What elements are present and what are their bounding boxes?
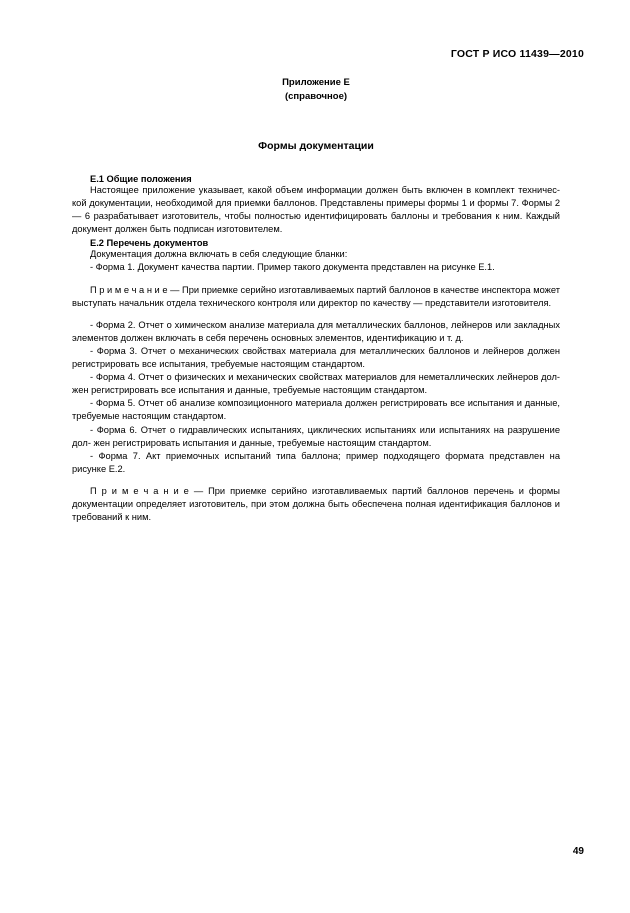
standard-reference-header: ГОСТ Р ИСО 11439—2010 <box>450 48 584 60</box>
annex-subtitle: (справочное) <box>284 91 348 102</box>
paragraph-form-6: - Форма 6. Отчет о гидравлических испытаниях, циклических испытаниях или испытаниях на разрушение дол- жен регистрировать испытания и данные, требуемые настоящим стандартом. <box>72 424 560 448</box>
paragraph-form-2: - Форма 2. Отчет о химическом анализе материала для металлических баллонов, лейнеров или закладных элементов должен включать в себя перечень основных элементов, идентификацию и т. д. <box>72 319 560 343</box>
note-form-1: П р и м е ч а н и е — При приемке серийно изготавливаемых партий баллонов в качестве инспектора может выступать начальник отдела технического контроля или директор по качеству — представители изготовителя. <box>72 284 560 308</box>
page-number: 49 <box>572 846 584 857</box>
paragraph-form-1: - Форма 1. Документ качества партии. Пример такого документа представлен на рисунке Е.1. <box>90 262 495 273</box>
note-final: П р и м е ч а н и е — При приемке серийно изготавливаемых партий баллонов перечень и формы документации определяет изготовитель, при этом должна быть обеспечена полная идентификация баллонов и требований к ним. <box>72 485 560 523</box>
paragraph-form-5: - Форма 5. Отчет об анализе композиционного материала должен регистрировать все испытания и данные, требуемые настоящим стандартом. <box>72 398 560 422</box>
section-heading-e1: Е.1 Общие положения <box>90 174 192 184</box>
section-heading-e2: Е.2 Перечень документов <box>90 238 209 249</box>
paragraph-form-3: - Форма 3. Отчет о механических свойствах материала для металлических баллонов и лейнеров должен регистрировать все испытания, требуемые настоящим стандартом. <box>72 345 560 370</box>
page-content <box>72 76 560 524</box>
paragraph-e2-intro: Документация должна включать в себя следующие бланки: <box>90 249 348 260</box>
document-title: Формы документации <box>258 140 374 152</box>
paragraph-form-7: - Форма 7. Акт приемочных испытаний типа баллона; пример подходящего формата представлен на рисунке Е.2. <box>72 450 560 474</box>
paragraph-e1-1: Настоящее приложение указывает, какой объем информации должен быть включен в комплект техничес- кой документации, необходимой для приемки баллонов. Представлены примеры формы 1 и формы 7. Формы 2 — 6 разрабатывает изготовитель, чтобы полностью идентифицировать баллоны и требования к ним. Каждый документ должен быть подписан изготовителем. <box>72 185 560 235</box>
paragraph-form-4: - Форма 4. Отчет о физических и механических свойствах материалов для неметаллических лейнеров дол- жен регистрировать все испытания и данные, требуемые настоящим стандартом. <box>72 372 560 396</box>
annex-title: Приложение Е <box>282 77 350 88</box>
